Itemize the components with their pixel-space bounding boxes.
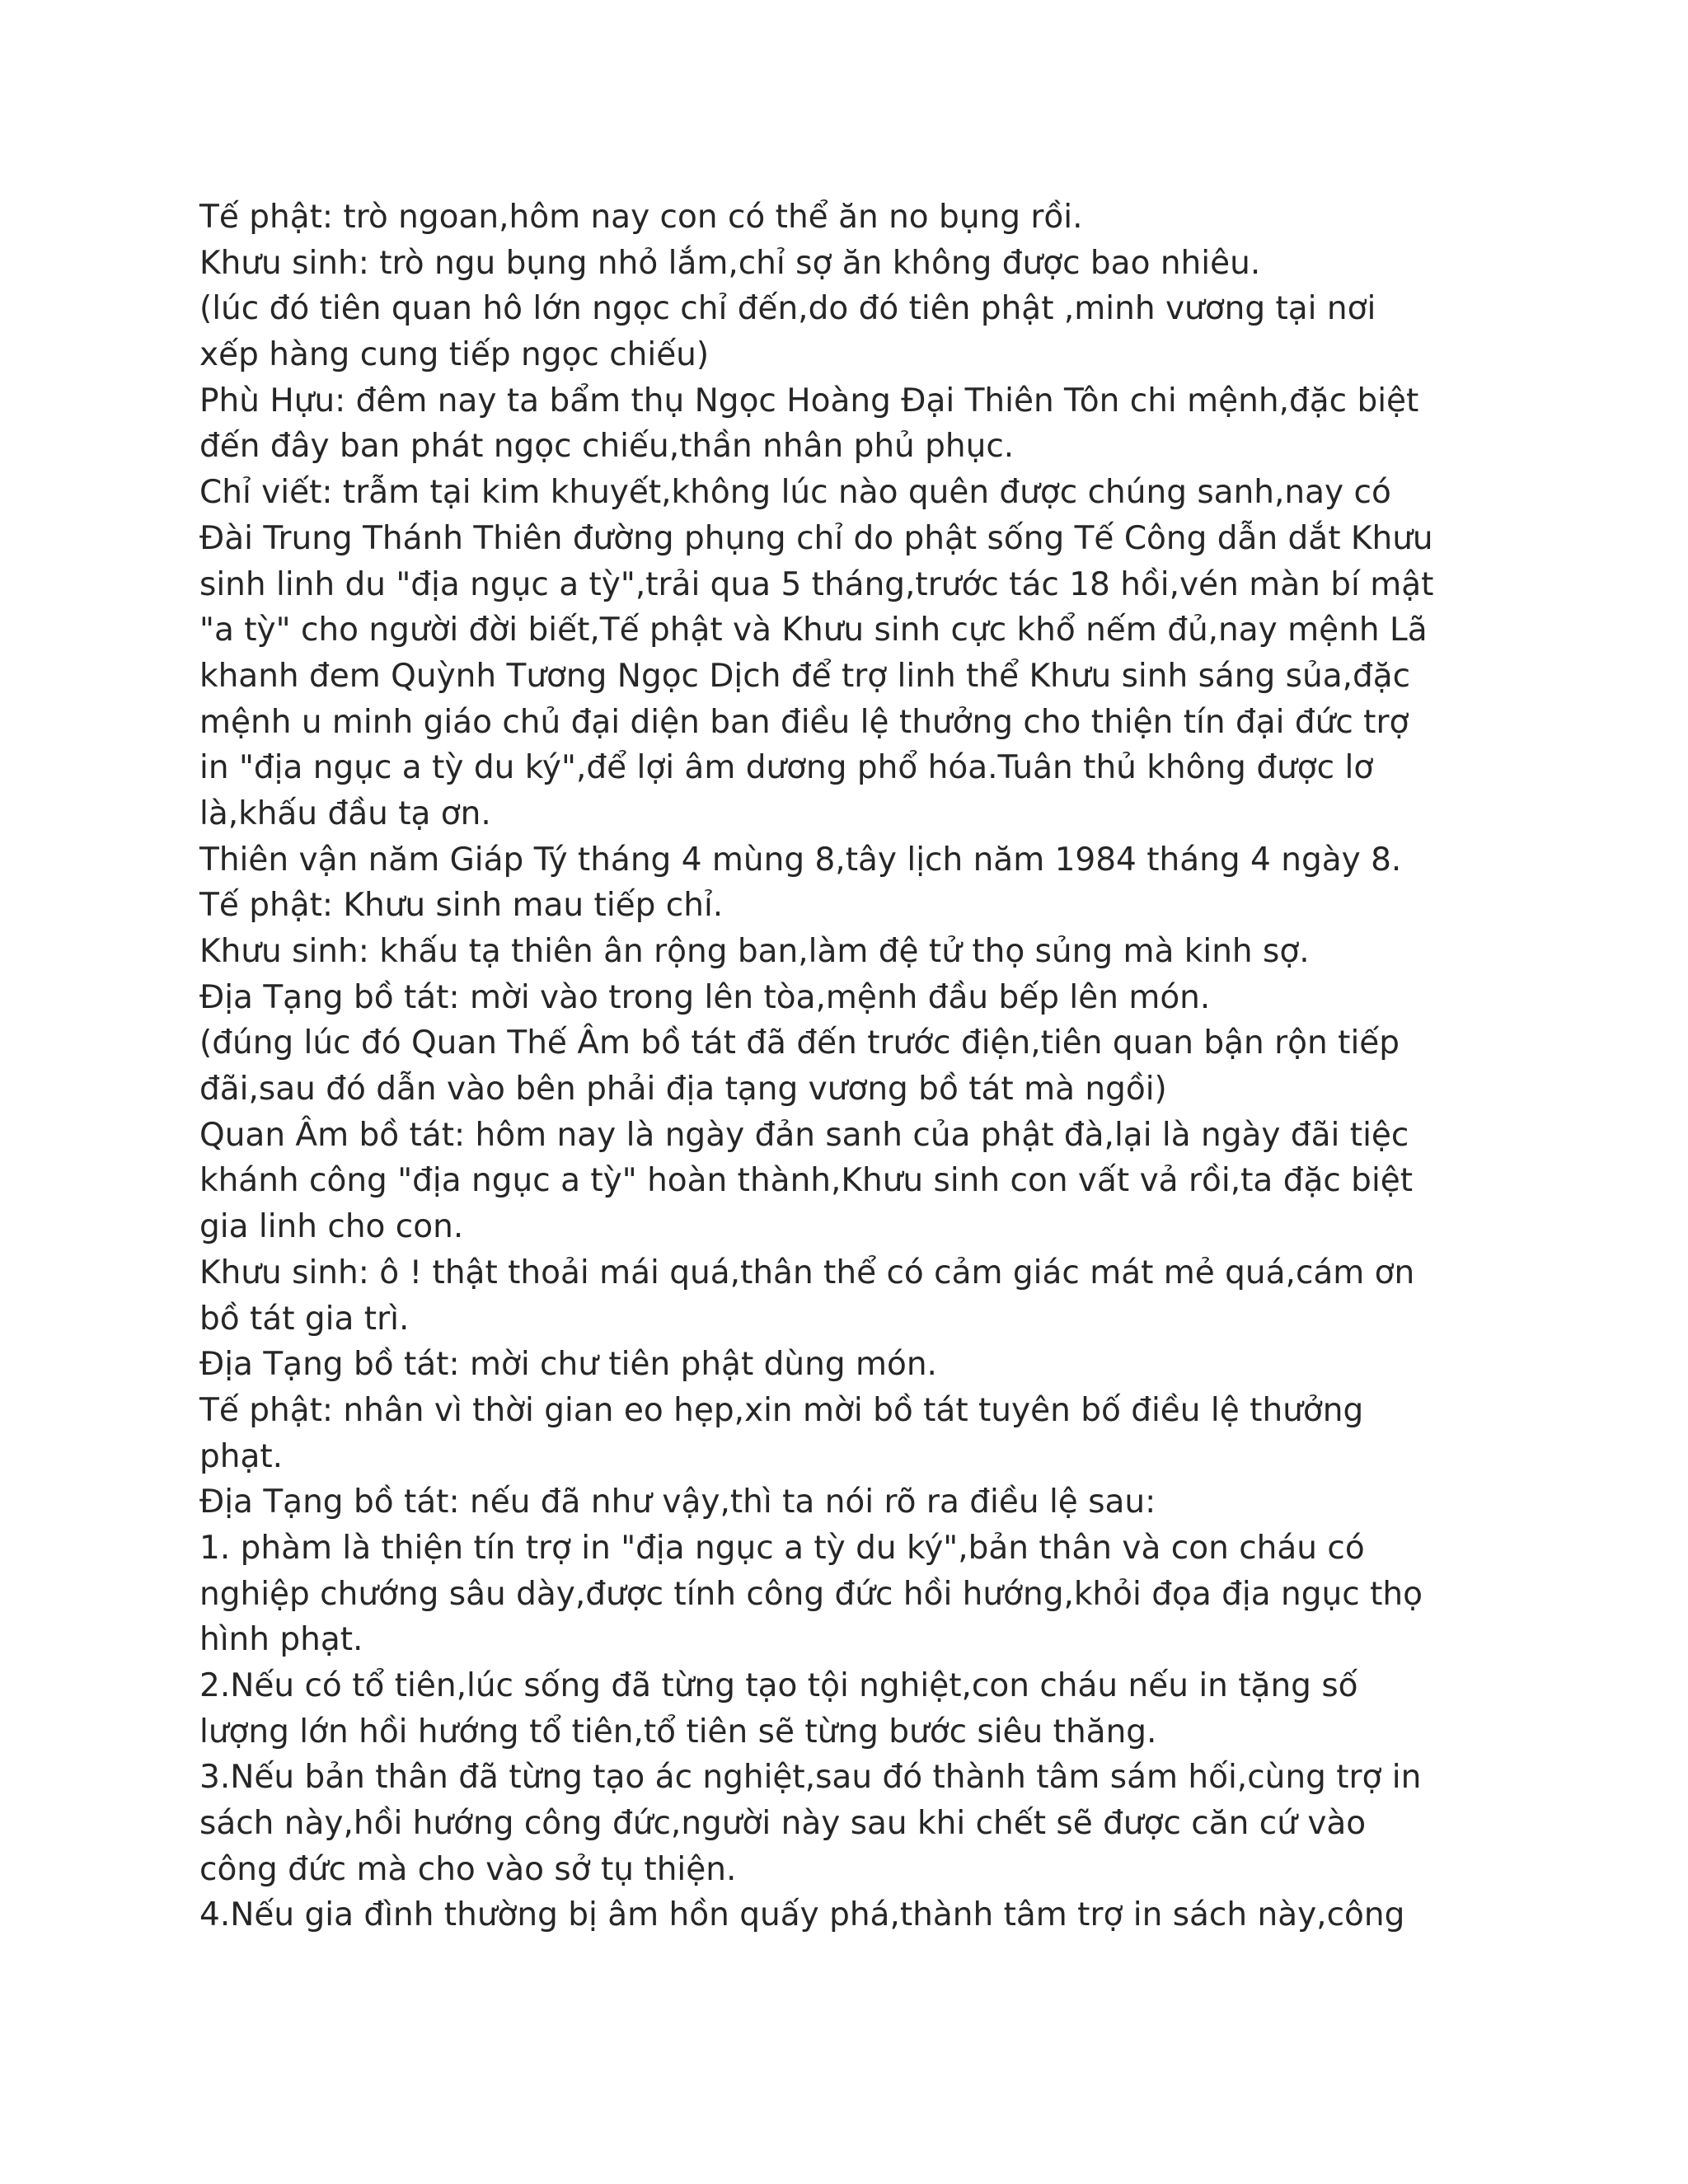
text-line: đến đây ban phát ngọc chiếu,thần nhân phủ phục. <box>199 428 1015 466</box>
text-line: Địa Tạng bồ tát: mời vào trong lên tòa,mệnh đầu bếp lên món. <box>199 978 1211 1016</box>
text-line: Đài Trung Thánh Thiên đường phụng chỉ do phật sống Tế Công dẫn dắt Khưu <box>199 519 1433 557</box>
text-line: Quan Âm bồ tát: hôm nay là ngày đản sanh của phật đà,lại là ngày đãi tiệc <box>199 1116 1409 1154</box>
text-line: Chỉ viết: trẫm tại kim khuyết,không lúc nào quên được chúng sanh,nay có <box>199 474 1391 512</box>
text-line: Tế phật: trò ngoan,hôm nay con có thể ăn no bụng rồi. <box>199 199 1083 236</box>
text-line: "a tỳ" cho người đời biết,Tế phật và Khưu sinh cực khổ nếm đủ,nay mệnh Lã <box>199 612 1428 649</box>
text-line: in "địa ngục a tỳ du ký",để lợi âm dương phổ hóa.Tuân thủ không được lơ <box>199 749 1374 787</box>
text-line: Khưu sinh: trò ngu bụng nhỏ lắm,chỉ sợ ăn không được bao nhiêu. <box>199 244 1261 282</box>
text-line: xếp hàng cung tiếp ngọc chiếu) <box>199 336 710 374</box>
text-line: sách này,hồi hướng công đức,người này sau khi chết sẽ được căn cứ vào <box>199 1805 1367 1843</box>
text-line: Phù Hựu: đêm nay ta bẩm thụ Ngọc Hoàng Đại Thiên Tôn chi mệnh,đặc biệt <box>199 382 1419 419</box>
text-line: hình phạt. <box>199 1621 363 1659</box>
text-line: Địa Tạng bồ tát: nếu đã như vậy,thì ta nói rõ ra điều lệ sau: <box>199 1483 1156 1521</box>
text-line: sinh linh du "địa ngục a tỳ",trải qua 5 tháng,trước tác 18 hồi,vén màn bí mật <box>199 565 1434 603</box>
text-line: Tế phật: nhân vì thời gian eo hẹp,xin mời bồ tát tuyên bố điều lệ thưởng <box>199 1391 1364 1429</box>
text-line: (đúng lúc đó Quan Thế Âm bồ tát đã đến trước điện,tiên quan bận rộn tiếp <box>199 1024 1400 1062</box>
text-line: 2.Nếu có tổ tiên,lúc sống đã từng tạo tội nghiệt,con cháu nếu in tặng số <box>199 1667 1358 1704</box>
text-line: khánh công "địa ngục a tỳ" hoàn thành,Khưu sinh con vất vả rồi,ta đặc biệt <box>199 1162 1414 1200</box>
text-line: gia linh cho con. <box>199 1208 464 1246</box>
text-line: lượng lớn hồi hướng tổ tiên,tổ tiên sẽ từng bước siêu thăng. <box>199 1713 1157 1750</box>
text-line: là,khấu đầu tạ ơn. <box>199 794 491 832</box>
text-line: phạt. <box>199 1437 284 1475</box>
text-line: 4.Nếu gia đình thường bị âm hồn quấy phá,thành tâm trợ in sách này,công <box>199 1896 1405 1934</box>
text-line: Địa Tạng bồ tát: mời chư tiên phật dùng món. <box>199 1346 937 1384</box>
text-line: 3.Nếu bản thân đã từng tạo ác nghiệt,sau đó thành tâm sám hối,cùng trợ in <box>199 1759 1422 1797</box>
text-line: mệnh u minh giáo chủ đại diện ban điều lệ thưởng cho thiện tín đại đức trợ <box>199 703 1409 741</box>
text-line: Khưu sinh: khấu tạ thiên ân rộng ban,làm đệ tử thọ sủng mà kinh sợ. <box>199 933 1310 970</box>
text-line: bồ tát gia trì. <box>199 1300 410 1338</box>
document-body <box>199 194 1551 1938</box>
text-line: Khưu sinh: ô ! thật thoải mái quá,thân thể có cảm giác mát mẻ quá,cám ơn <box>199 1254 1415 1291</box>
text-line: nghiệp chướng sâu dày,được tính công đức hồi hướng,khỏi đọa địa ngục thọ <box>199 1575 1423 1613</box>
text-line: đãi,sau đó dẫn vào bên phải địa tạng vương bồ tát mà ngồi) <box>199 1071 1167 1108</box>
text-line: Thiên vận năm Giáp Tý tháng 4 mùng 8,tây lịch năm 1984 tháng 4 ngày 8. <box>199 841 1402 879</box>
text-line: công đức mà cho vào sở tụ thiện. <box>199 1850 737 1888</box>
text-line: 1. phàm là thiện tín trợ in "địa ngục a tỳ du ký",bản thân và con cháu có <box>199 1529 1365 1567</box>
text-line: (lúc đó tiên quan hô lớn ngọc chỉ đến,do đó tiên phật ,minh vương tại nơi <box>199 290 1376 328</box>
text-line: Tế phật: Khưu sinh mau tiếp chỉ. <box>199 887 724 925</box>
text-line: khanh đem Quỳnh Tương Ngọc Dịch để trợ linh thể Khưu sinh sáng sủa,đặc <box>199 657 1411 695</box>
